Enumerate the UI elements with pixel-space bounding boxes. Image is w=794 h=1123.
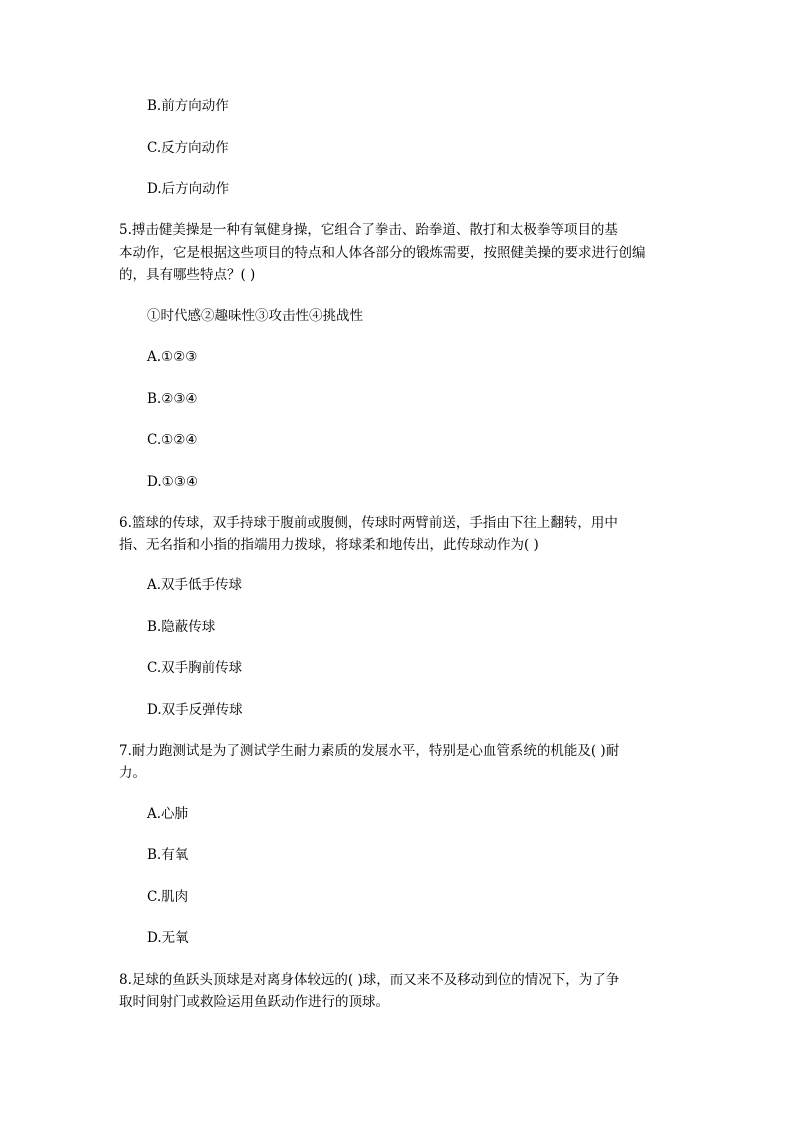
q7-stem-line-1: 7.耐力跑测试是为了测试学生耐力素质的发展水平，特别是心血管系统的机能及( )耐 [119,743,620,759]
q5-stem-line-3: 的，具有哪些特点？( ) [119,267,256,283]
q4-option-d: D.后方向动作 [147,181,230,197]
q7-option-b: B.有氧 [147,847,189,863]
q5-items: ①时代感②趣味性③攻击性④挑战性 [147,308,363,324]
q4-option-c: C.反方向动作 [147,140,229,156]
q6-stem-line-2: 指、无名指和小指的指端用力拨球，将球柔和地传出，此传球动作为( ) [119,537,539,553]
q5-option-d: D.①③④ [147,474,198,490]
q5-option-c: C.①②④ [147,432,198,448]
q6-option-d: D.双手反弹传球 [147,702,243,718]
q5-option-b: B.②③④ [147,391,198,407]
q7-option-a: A.心肺 [147,806,189,822]
q8-stem-line-2: 取时间射门或救险运用鱼跃动作进行的顶球。 [119,994,389,1010]
q5-stem-line-1: 5.搏击健美操是一种有氧健身操，它组合了拳击、跆拳道、散打和太极拳等项目的基 [119,222,618,238]
q5-stem-line-2: 本动作，它是根据这些项目的特点和人体各部分的锻炼需要，按照健美操的要求进行创编 [119,245,646,261]
q6-stem-line-1: 6.篮球的传球，双手持球于腹前或腹侧，传球时两臂前送，手指由下往上翻转，用中 [119,515,618,531]
q6-option-c: C.双手胸前传球 [147,660,243,676]
q8-stem-line-1: 8.足球的鱼跃头顶球是对离身体较远的( )球，而又来不及移动到位的情况下，为了争 [119,972,620,988]
q7-stem-line-2: 力。 [119,765,146,781]
q5-option-a: A.①②③ [147,349,198,365]
q7-option-c: C.肌肉 [147,889,189,905]
q6-option-b: B.隐蔽传球 [147,619,216,635]
q4-option-b: B.前方向动作 [147,98,229,114]
q6-option-a: A.双手低手传球 [147,577,243,593]
q7-option-d: D.无氧 [147,930,189,946]
